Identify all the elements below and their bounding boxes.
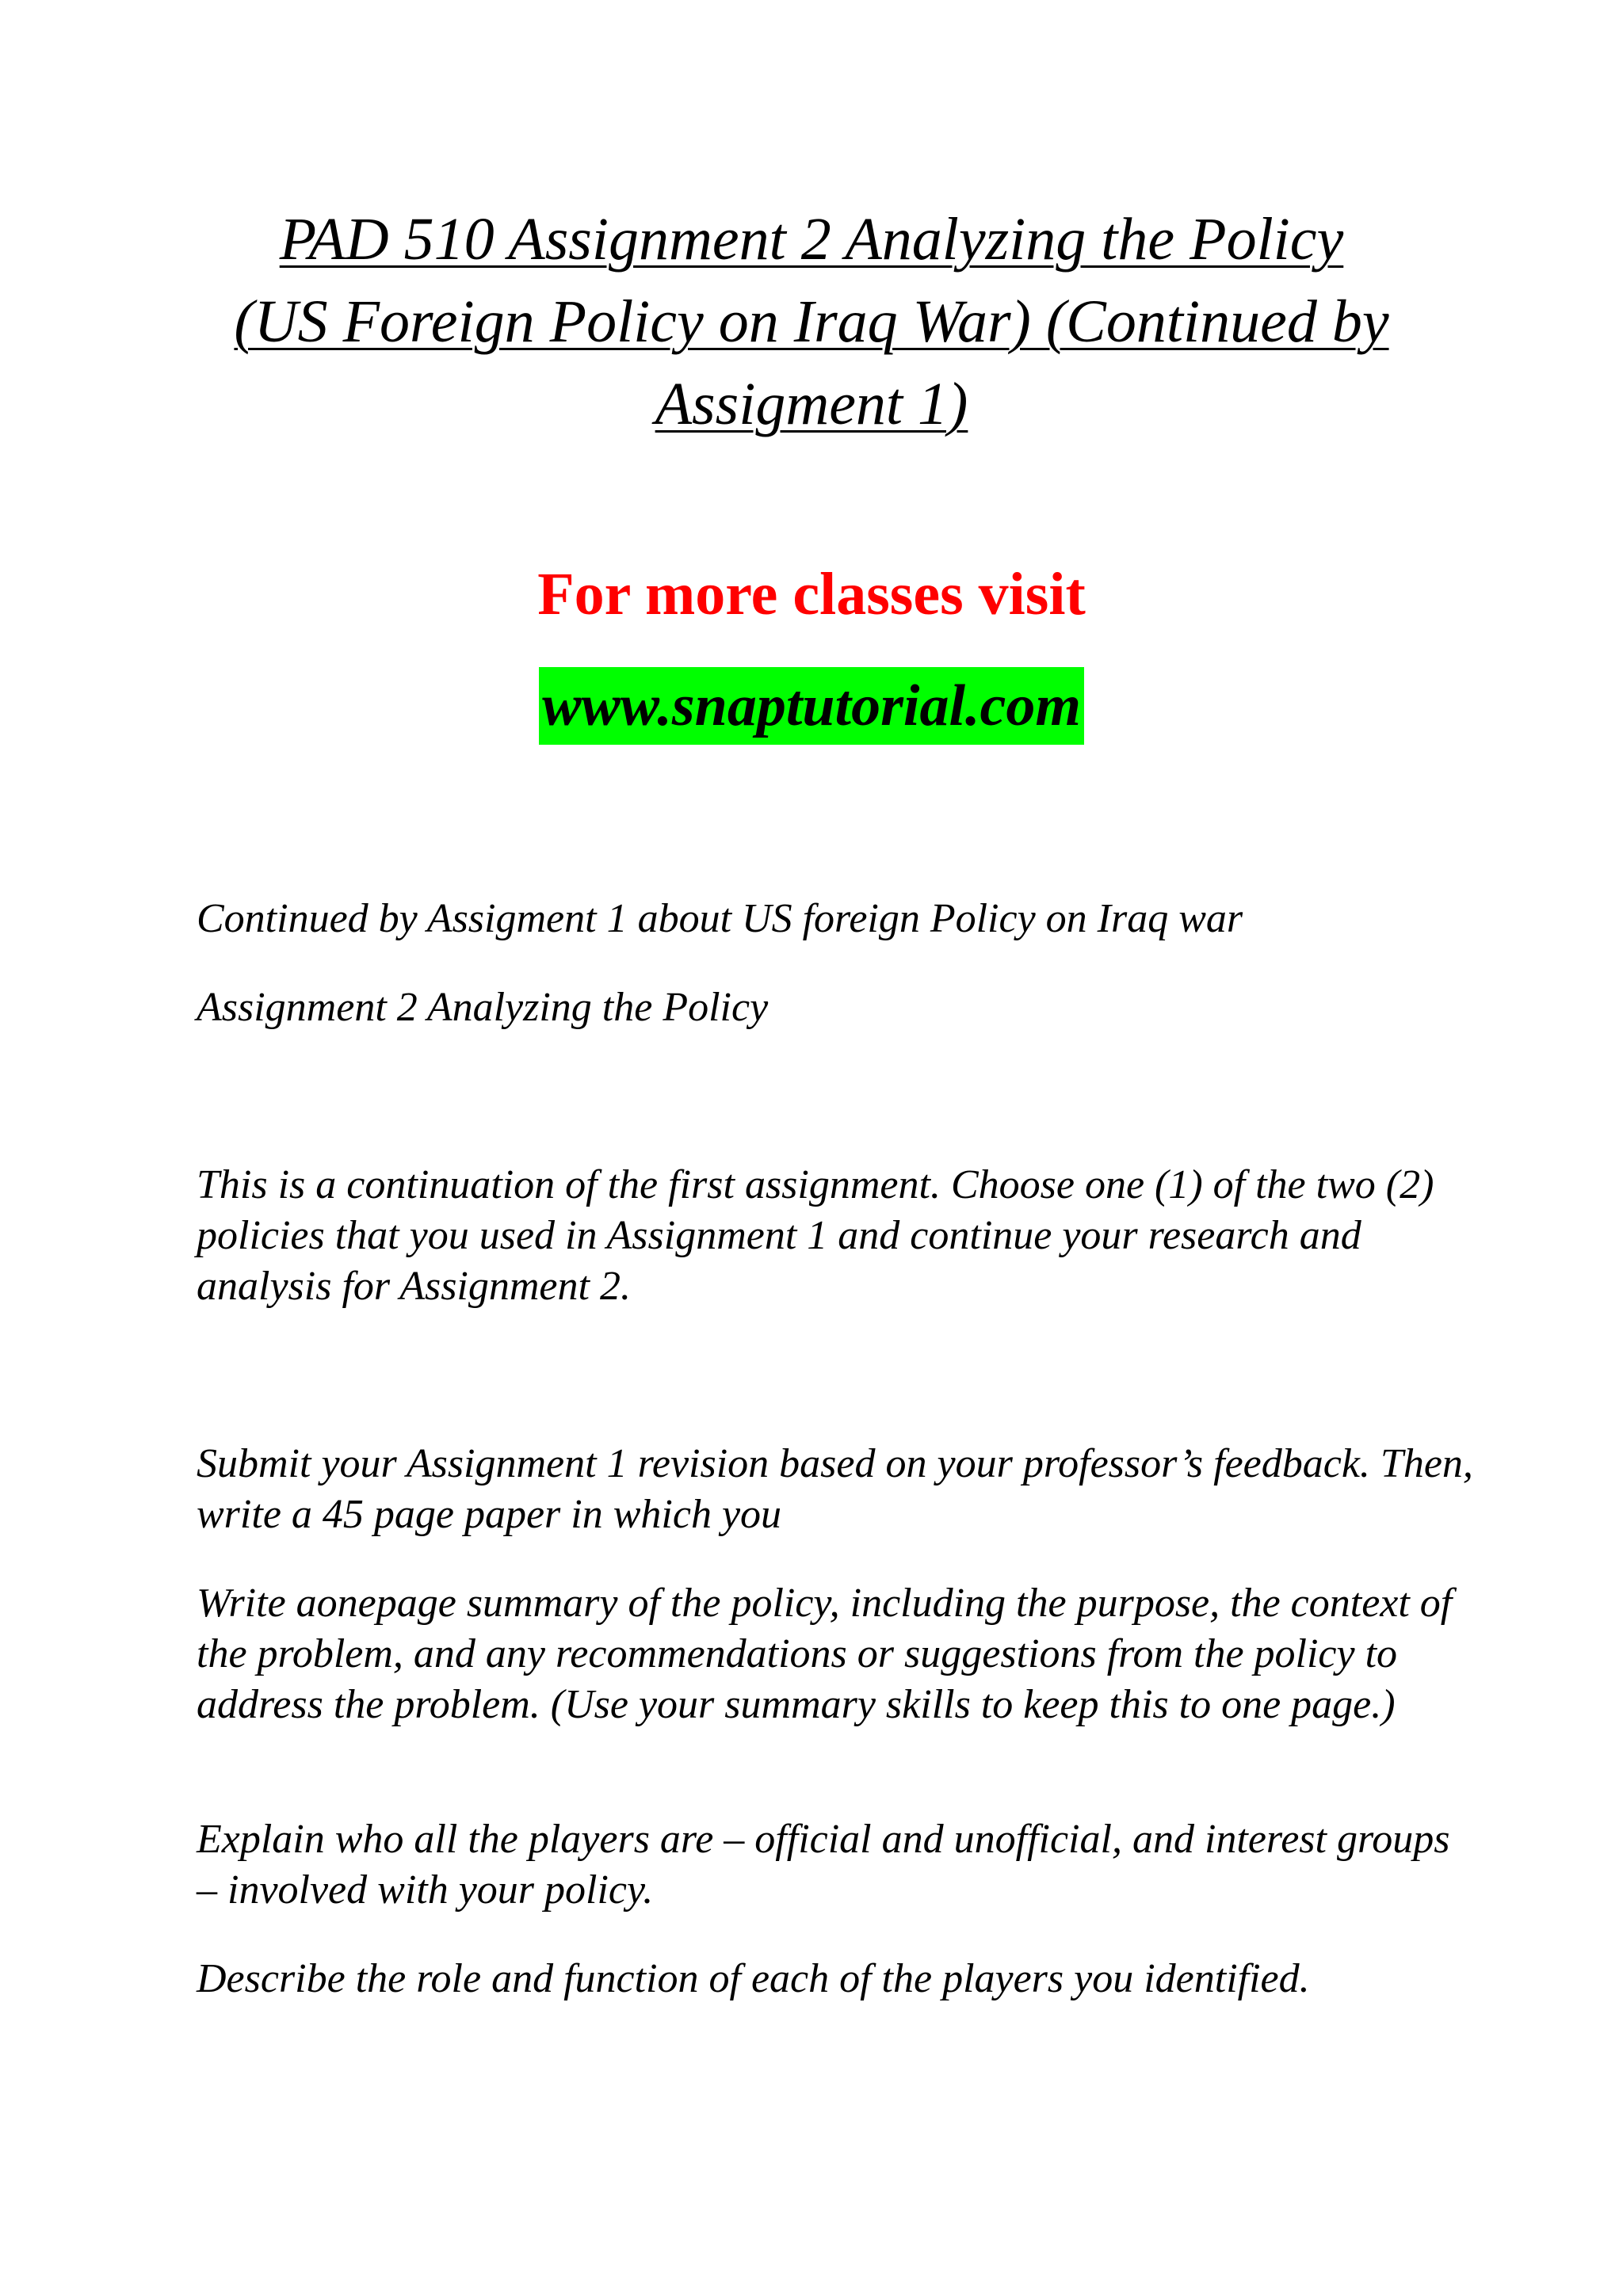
title-line-3: Assigment 1) (655, 371, 968, 437)
website-link[interactable]: www.snaptutorial.com (539, 667, 1084, 745)
website-container (0, 667, 1623, 745)
paragraph-continued: Continued by Assigment 1 about US foreign Policy on Iraq war (197, 896, 1243, 941)
paragraph-roles: Describe the role and function of each of the players you identified. (197, 1956, 1310, 2001)
title-line-1: PAD 510 Assignment 2 Analyzing the Policy (279, 206, 1344, 273)
promo-text: For more classes visit (537, 561, 1086, 627)
title-line-2: (US Foreign Policy on Iraq War) (Continued by (234, 288, 1389, 355)
paragraph-assignment-heading: Assignment 2 Analyzing the Policy (197, 985, 769, 1030)
paragraph-players: Explain who all the players are – official and unofficial, and interest groups – involved with your policy. (197, 1817, 1450, 1913)
paragraph-summary: Write aonepage summary of the policy, including the purpose, the context of the problem, and any recommendations or suggestions from the policy to address the problem. (Use your summary skills to keep this to one page.) (197, 1581, 1453, 1727)
paragraph-continuation: This is a continuation of the first assignment. Choose one (1) of the two (2) policies that you used in Assignment 1 and continue your research and analysis for Assignment 2. (197, 1162, 1434, 1309)
document-title (143, 198, 1480, 445)
paragraph-submit: Submit your Assignment 1 revision based on your professor’s feedback. Then, write a 45 page paper in which you (197, 1441, 1473, 1537)
